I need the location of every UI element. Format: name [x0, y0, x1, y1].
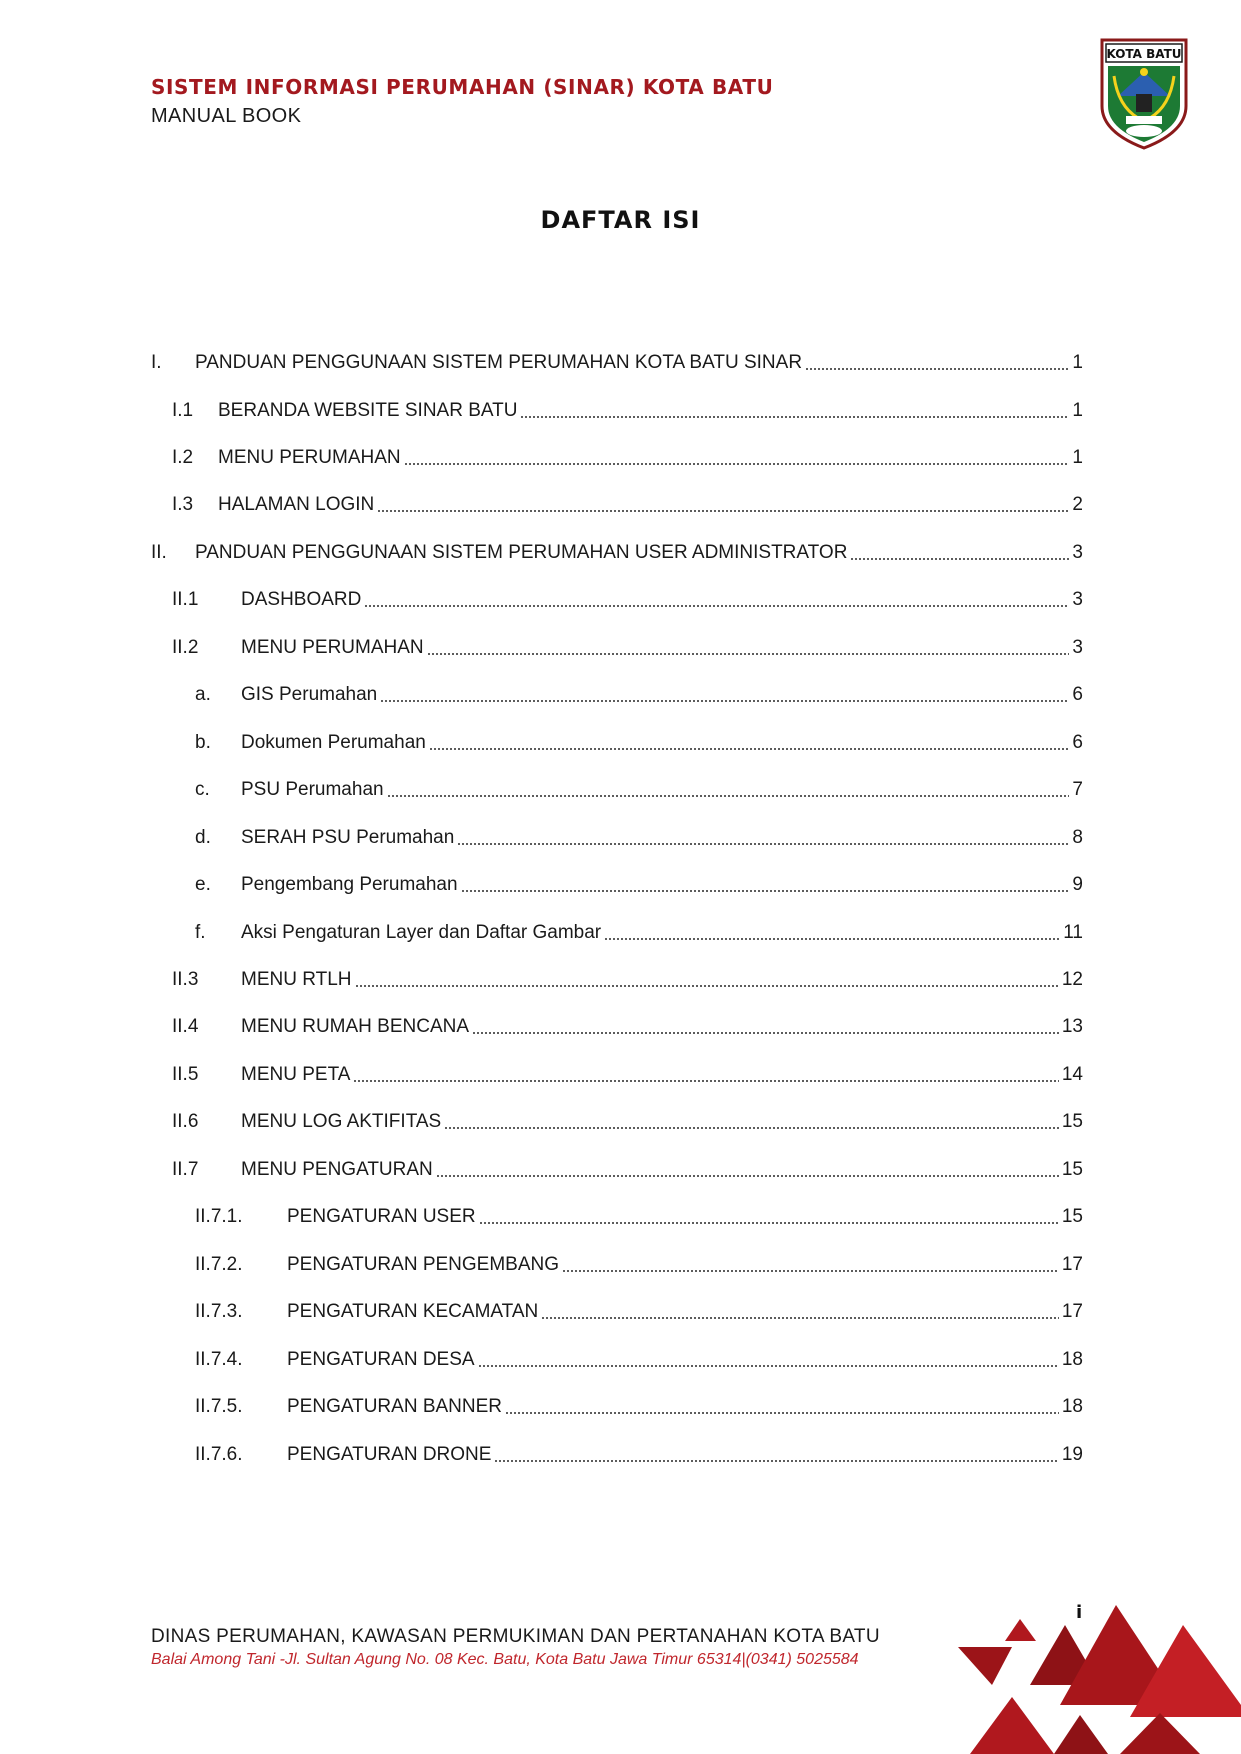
toc-dot-leader: [380, 700, 1069, 702]
toc-label: PENGATURAN PENGEMBANG: [287, 1254, 560, 1275]
toc-row[interactable]: [151, 350, 1083, 376]
toc-number: II.4: [172, 1016, 199, 1037]
toc-label: MENU PETA: [241, 1064, 351, 1085]
toc-page-number: 12: [1061, 969, 1083, 990]
toc-number: II.7: [172, 1159, 199, 1180]
toc-row[interactable]: [195, 730, 1083, 756]
toc-row[interactable]: [172, 1157, 1083, 1183]
toc-page-number: 13: [1061, 1016, 1083, 1037]
toc-label: DASHBOARD: [241, 589, 362, 610]
toc-label: PENGATURAN USER: [287, 1206, 476, 1227]
toc-row[interactable]: [172, 1014, 1083, 1040]
toc-page-number: 15: [1061, 1206, 1083, 1227]
toc-number: I.3: [172, 494, 194, 515]
toc-dot-leader: [427, 653, 1070, 655]
toc-number: II.3: [172, 969, 199, 990]
toc-number: II.7.5.: [195, 1396, 243, 1417]
toc-dot-leader: [404, 463, 1070, 465]
toc-dot-leader: [805, 368, 1069, 370]
toc-label: PENGATURAN BANNER: [287, 1396, 503, 1417]
header-title: SISTEM INFORMASI PERUMAHAN (SINAR) KOTA BATU: [151, 75, 774, 99]
toc-page-number: 3: [1072, 589, 1083, 610]
toc-number: II.7.3.: [195, 1301, 243, 1322]
toc-page-number: 17: [1061, 1254, 1083, 1275]
page-number: i: [1076, 1602, 1083, 1623]
toc-number: II.6: [172, 1111, 199, 1132]
toc-number: II.7.1.: [195, 1206, 243, 1227]
toc-row[interactable]: [195, 1347, 1083, 1373]
toc-row[interactable]: [172, 967, 1083, 993]
toc-number: f.: [195, 922, 206, 943]
toc-row[interactable]: [172, 587, 1083, 613]
toc-label: MENU PENGATURAN: [241, 1159, 433, 1180]
toc-label: Pengembang Perumahan: [241, 874, 458, 895]
toc-row[interactable]: [195, 872, 1083, 898]
toc-number: II.7.2.: [195, 1254, 243, 1275]
toc-page-number: 11: [1063, 922, 1083, 943]
toc-label: PENGATURAN DRONE: [287, 1444, 492, 1465]
toc-dot-leader: [444, 1127, 1059, 1129]
toc-page-number: 1: [1072, 400, 1083, 421]
toc-label: PANDUAN PENGGUNAAN SISTEM PERUMAHAN KOTA BATU SINAR: [195, 352, 803, 373]
toc-number: II.2: [172, 637, 199, 658]
toc-number: II.7.4.: [195, 1349, 243, 1370]
toc-dot-leader: [520, 416, 1069, 418]
toc-page-number: 19: [1061, 1444, 1083, 1465]
toc-row[interactable]: [172, 1109, 1083, 1135]
svg-text:KOTA BATU: KOTA BATU: [1106, 47, 1182, 61]
toc-label: MENU RUMAH BENCANA: [241, 1016, 470, 1037]
toc-label: Aksi Pengaturan Layer dan Daftar Gambar: [241, 922, 602, 943]
toc-number: d.: [195, 827, 211, 848]
toc-number: II.7.6.: [195, 1444, 243, 1465]
toc-dot-leader: [541, 1317, 1059, 1319]
toc-page-number: 3: [1072, 637, 1083, 658]
toc-label: MENU RTLH: [241, 969, 352, 990]
toc-dot-leader: [850, 558, 1069, 560]
toc-dot-leader: [457, 843, 1069, 845]
footer-decoration: [950, 1605, 1241, 1754]
toc-number: I.1: [172, 400, 194, 421]
toc-dot-leader: [461, 890, 1070, 892]
toc-dot-leader: [355, 985, 1059, 987]
toc-label: PSU Perumahan: [241, 779, 384, 800]
toc-label: GIS Perumahan: [241, 684, 378, 705]
toc-number: b.: [195, 732, 211, 753]
toc-row[interactable]: [195, 1252, 1083, 1278]
toc-dot-leader: [505, 1412, 1059, 1414]
toc-dot-leader: [494, 1460, 1058, 1462]
toc-number: c.: [195, 779, 210, 800]
toc-page-number: 2: [1072, 494, 1083, 515]
toc-label: PENGATURAN DESA: [287, 1349, 475, 1370]
toc-dot-leader: [387, 795, 1070, 797]
toc-row[interactable]: [172, 1062, 1083, 1088]
document-title: DAFTAR ISI: [540, 206, 701, 234]
toc-label: BERANDA WEBSITE SINAR BATU: [218, 400, 518, 421]
toc-page-number: 18: [1061, 1349, 1083, 1370]
header-subtitle: MANUAL BOOK: [151, 105, 302, 127]
toc-row[interactable]: [195, 1442, 1083, 1468]
toc-row[interactable]: [195, 825, 1083, 851]
toc-row[interactable]: [195, 682, 1083, 708]
toc-page-number: 15: [1061, 1111, 1083, 1132]
toc-label: MENU PERUMAHAN: [218, 447, 401, 468]
toc-number: II.1: [172, 589, 199, 610]
toc-number: II.5: [172, 1064, 199, 1085]
toc-number: e.: [195, 874, 211, 895]
toc-row[interactable]: [172, 635, 1083, 661]
toc-page-number: 3: [1072, 542, 1083, 563]
toc-row[interactable]: [195, 1394, 1083, 1420]
toc-page-number: 9: [1072, 874, 1083, 895]
toc-row[interactable]: [195, 777, 1083, 803]
toc-row[interactable]: [172, 492, 1083, 518]
toc-label: PENGATURAN KECAMATAN: [287, 1301, 539, 1322]
toc-number: I.: [151, 352, 162, 373]
toc-row[interactable]: [195, 1204, 1083, 1230]
toc-row[interactable]: [195, 920, 1083, 946]
kota-batu-logo: [1098, 36, 1190, 150]
toc-page-number: 6: [1072, 684, 1083, 705]
toc-dot-leader: [377, 510, 1069, 512]
toc-page-number: 15: [1061, 1159, 1083, 1180]
toc-page-number: 17: [1061, 1301, 1083, 1322]
toc-label: MENU PERUMAHAN: [241, 637, 424, 658]
toc-page-number: 1: [1072, 352, 1083, 373]
toc-dot-leader: [472, 1032, 1059, 1034]
toc-label: HALAMAN LOGIN: [218, 494, 375, 515]
toc-label: MENU LOG AKTIFITAS: [241, 1111, 442, 1132]
toc-dot-leader: [604, 938, 1060, 940]
toc-row[interactable]: [151, 540, 1083, 566]
toc-dot-leader: [478, 1365, 1059, 1367]
toc-number: II.: [151, 542, 167, 563]
toc-label: PANDUAN PENGGUNAAN SISTEM PERUMAHAN USER ADMINISTRATOR: [195, 542, 848, 563]
toc-page-number: 8: [1072, 827, 1083, 848]
toc-page-number: 6: [1072, 732, 1083, 753]
toc-page-number: 18: [1061, 1396, 1083, 1417]
toc-page-number: 1: [1072, 447, 1083, 468]
toc-number: I.2: [172, 447, 194, 468]
toc-row[interactable]: [172, 398, 1083, 424]
toc-number: a.: [195, 684, 211, 705]
toc-dot-leader: [479, 1222, 1059, 1224]
toc-page-number: 7: [1072, 779, 1083, 800]
toc-label: Dokumen Perumahan: [241, 732, 426, 753]
toc-dot-leader: [364, 605, 1069, 607]
toc-row[interactable]: [172, 445, 1083, 471]
toc-dot-leader: [353, 1080, 1058, 1082]
toc-dot-leader: [436, 1175, 1059, 1177]
toc-page-number: 14: [1061, 1064, 1083, 1085]
toc-dot-leader: [562, 1270, 1059, 1272]
footer-address: Balai Among Tani -Jl. Sultan Agung No. 08 Kec. Batu, Kota Batu Jawa Timur 65314|(0341) 5025584: [151, 1651, 859, 1668]
footer-organization: DINAS PERUMAHAN, KAWASAN PERMUKIMAN DAN PERTANAHAN KOTA BATU: [151, 1626, 880, 1647]
toc-dot-leader: [429, 748, 1070, 750]
toc-row[interactable]: [195, 1299, 1083, 1325]
toc-label: SERAH PSU Perumahan: [241, 827, 455, 848]
